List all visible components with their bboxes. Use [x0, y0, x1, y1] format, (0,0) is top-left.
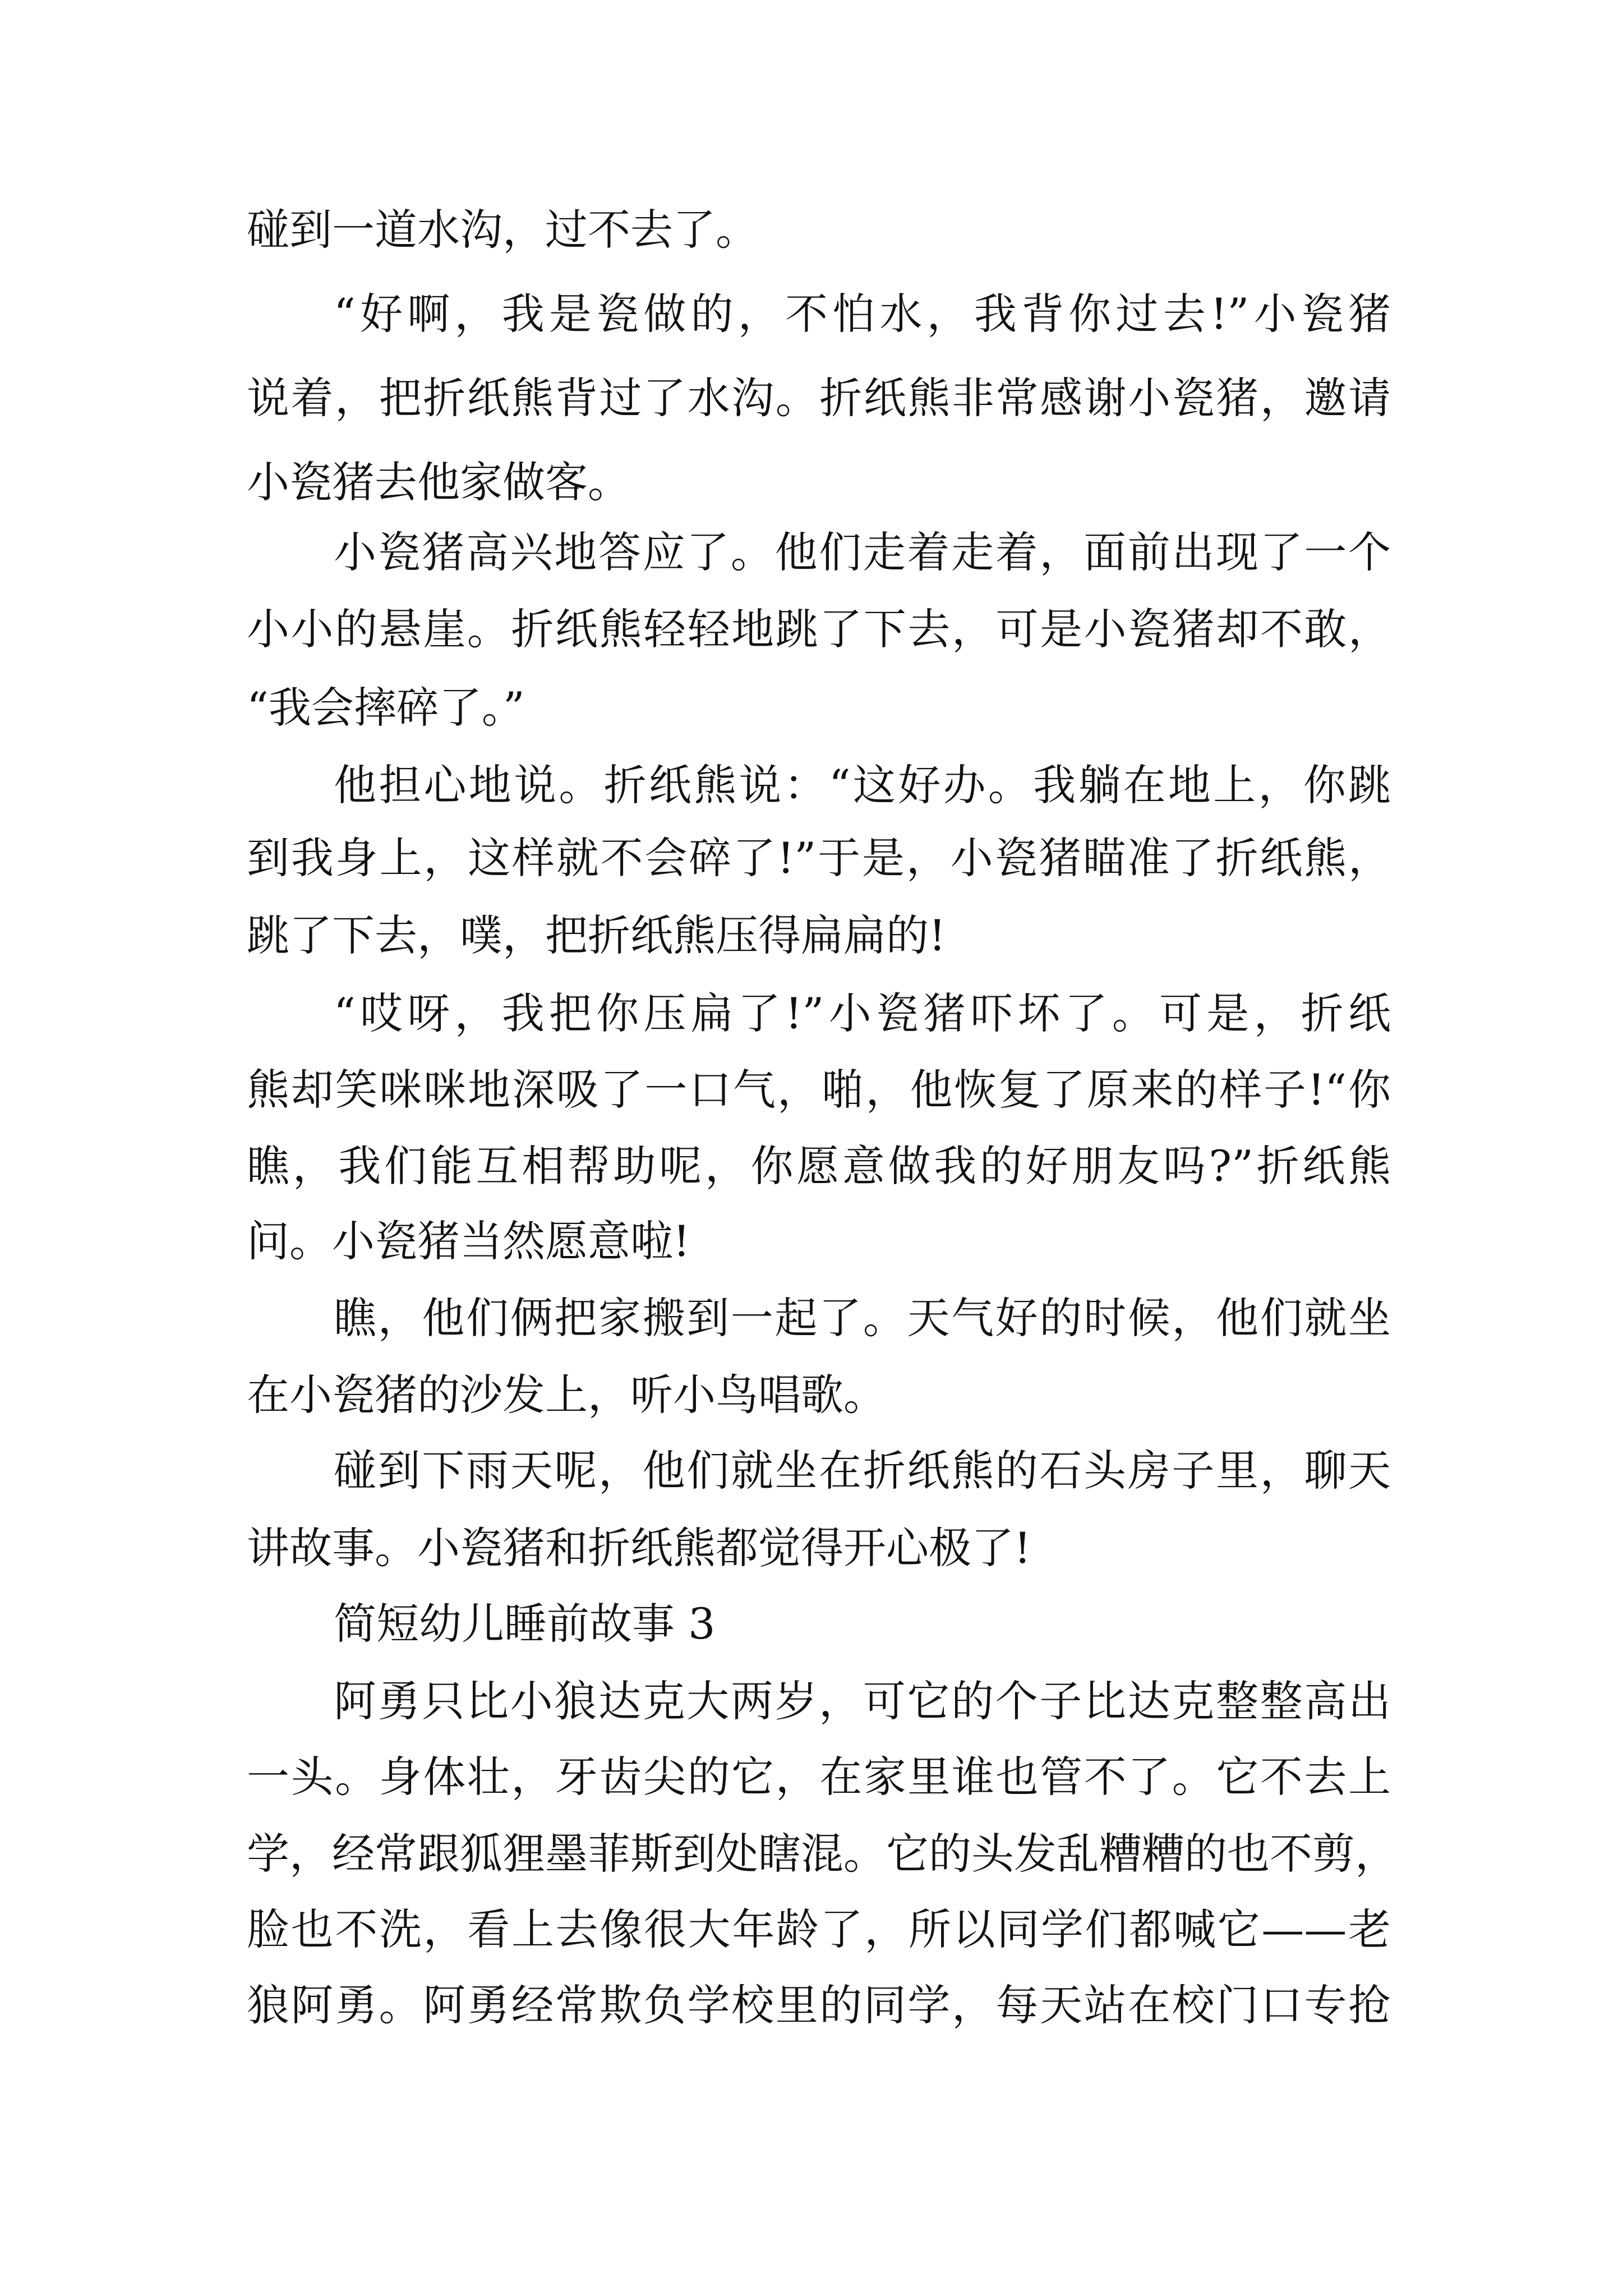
text-line: 碰到下雨天呢，他们就坐在折纸熊的石头房子里，聊天: [334, 1446, 1391, 1496]
text-line: 到我身上，这样就不会碎了!”于是，小瓷猪瞄准了折纸熊，: [247, 833, 1391, 883]
text-line: 讲故事。小瓷猪和折纸熊都觉得开心极了!: [247, 1523, 1031, 1573]
text-line: 跳了下去，噗，把折纸熊压得扁扁的!: [247, 910, 946, 960]
text-line: 问。小瓷猪当然愿意啦!: [247, 1216, 690, 1266]
text-line: 说着，把折纸熊背过了水沟。折纸熊非常感谢小瓷猪，邀请: [247, 373, 1391, 423]
text-line: 脸也不洗，看上去像很大年龄了，所以同学们都喊它——老: [247, 1904, 1391, 1954]
text-line: “好啊，我是瓷做的，不怕水，我背你过去!”小瓷猪: [334, 289, 1391, 339]
text-line: 小小的悬崖。折纸熊轻轻地跳了下去，可是小瓷猪却不敢，: [247, 604, 1391, 654]
text-line: 阿勇只比小狼达克大两岁，可它的个子比达克整整高出: [334, 1676, 1391, 1726]
text-line: 瞧，我们能互相帮助呢，你愿意做我的好朋友吗?”折纸熊: [247, 1141, 1391, 1191]
text-line: 小瓷猪去他家做客。: [247, 457, 630, 507]
text-line: 狼阿勇。阿勇经常欺负学校里的同学，每天站在校门口专抢: [247, 1980, 1391, 2030]
text-line: 在小瓷猪的沙发上，听小鸟唱歌。: [247, 1370, 886, 1420]
text-line: 学，经常跟狐狸墨菲斯到处瞎混。它的头发乱糟糟的也不剪，: [247, 1829, 1398, 1879]
text-line: 瞧，他们俩把家搬到一起了。天气好的时候，他们就坐: [334, 1293, 1391, 1343]
text-line: “我会摔碎了。”: [247, 683, 525, 733]
text-line: 一头。身体壮，牙齿尖的它，在家里谁也管不了。它不去上: [247, 1752, 1391, 1802]
section-heading: 简短幼儿睡前故事 3: [334, 1599, 716, 1649]
text-line: 熊却笑咪咪地深吸了一口气，啪，他恢复了原来的样子!“你: [247, 1065, 1391, 1115]
text-line: 碰到一道水沟，过不去了。: [247, 205, 758, 255]
text-line: “哎呀，我把你压扁了!”小瓷猪吓坏了。可是，折纸: [334, 988, 1391, 1038]
text-line: 他担心地说。折纸熊说：“这好办。我躺在地上，你跳: [334, 760, 1391, 810]
text-line: 小瓷猪高兴地答应了。他们走着走着，面前出现了一个: [334, 527, 1391, 577]
